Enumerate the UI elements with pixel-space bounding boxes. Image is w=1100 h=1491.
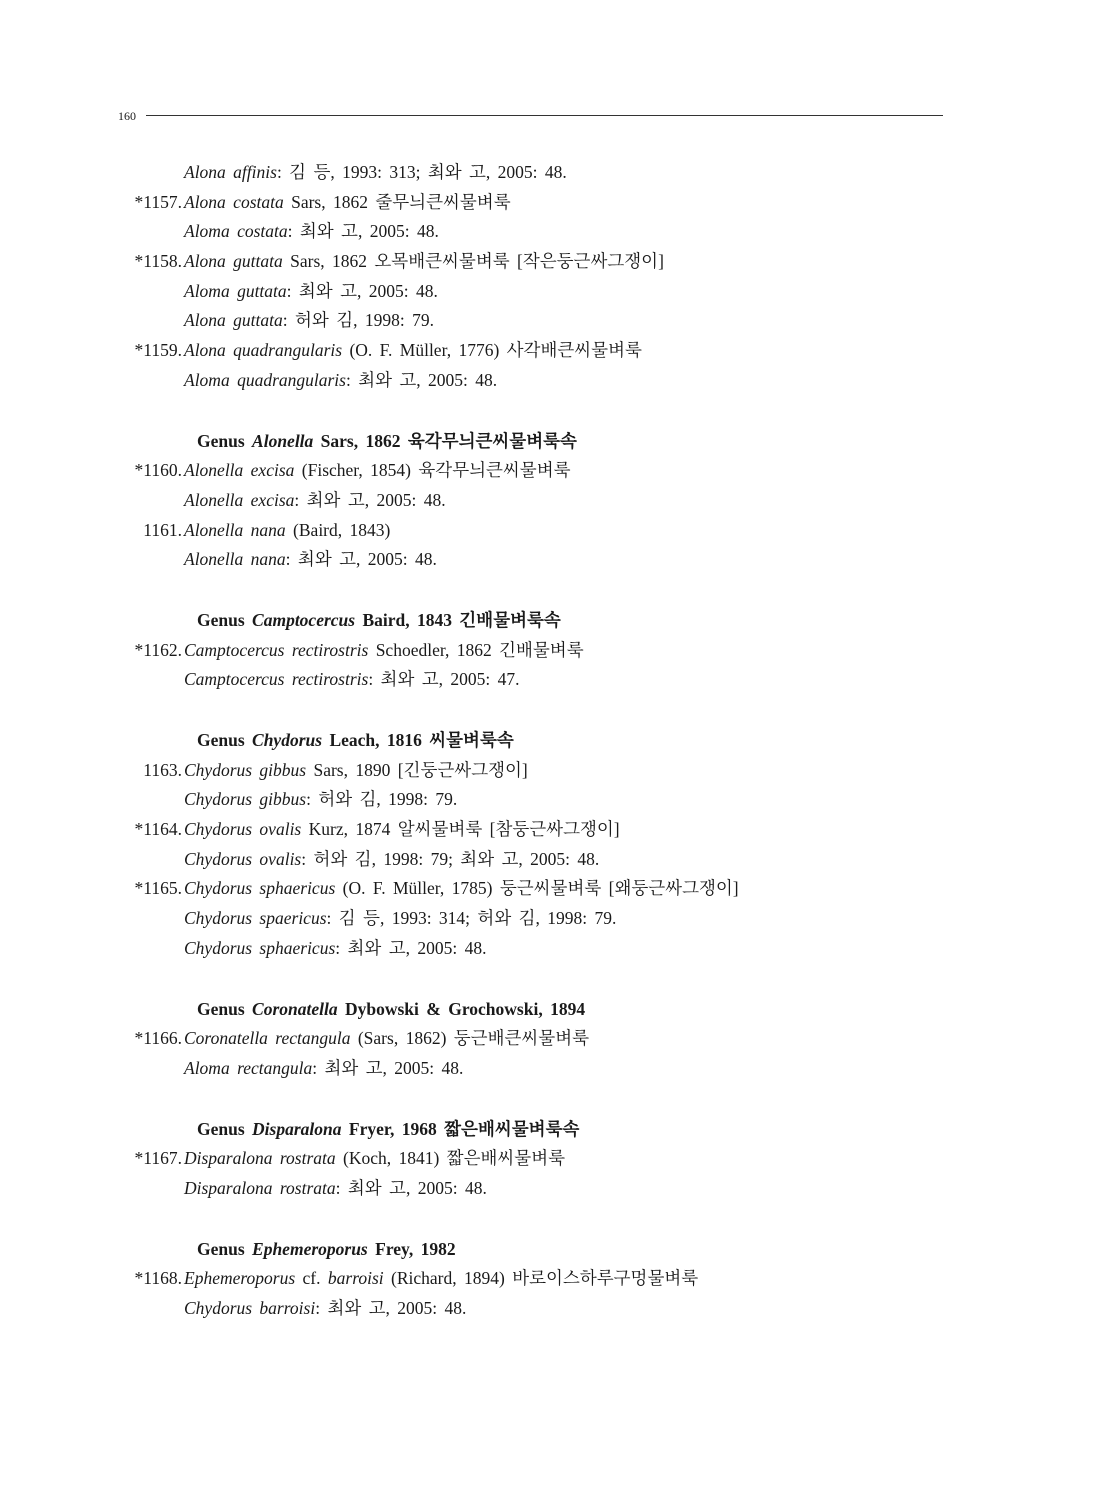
reference-entry bbox=[184, 277, 438, 307]
scientific-name: Chydorus gibbus bbox=[184, 789, 307, 810]
citation: : 최와 고, 2005: 47. bbox=[368, 669, 520, 690]
citation: : 최와 고, 2005: 48. bbox=[312, 1057, 464, 1078]
genus-authority: Fryer, 1968 짧은배씨물벼룩속 bbox=[341, 1118, 580, 1139]
section-gap bbox=[0, 575, 1100, 606]
scientific-name: Aloma guttata bbox=[184, 280, 287, 301]
ref-line bbox=[0, 545, 1100, 575]
species-number: 1163. bbox=[143, 759, 182, 780]
reference-entry bbox=[184, 217, 439, 247]
reference-entry bbox=[184, 1174, 487, 1204]
species-number: 1161. bbox=[143, 519, 182, 540]
reference-entry bbox=[184, 306, 434, 336]
genus-line bbox=[0, 1115, 1100, 1145]
citation: : 최와 고, 2005: 48. bbox=[335, 1177, 487, 1198]
section-gap bbox=[0, 1204, 1100, 1235]
page-header bbox=[118, 108, 943, 124]
authority-and-common-name: Sars, 1862 줄무늬큰씨물벼룩 bbox=[283, 191, 511, 212]
reference-entry bbox=[184, 1054, 463, 1084]
species-line bbox=[0, 247, 1100, 277]
citation: : 최와 고, 2005: 48. bbox=[286, 280, 438, 301]
genus-line bbox=[0, 726, 1100, 756]
genus-authority: Sars, 1862 육각무늬큰씨물벼룩속 bbox=[313, 430, 577, 451]
ref-line bbox=[0, 277, 1100, 307]
authority-and-common-name: (O. F. Müller, 1776) 사각배큰씨물벼룩 bbox=[342, 340, 642, 361]
authority-and-common-name: Sars, 1890 [긴둥근싸그쟁이] bbox=[306, 759, 528, 780]
citation: : 최와 고, 2005: 48. bbox=[335, 937, 487, 958]
authority-and-common-name: (O. F. Müller, 1785) 둥근씨물벼룩 [왜둥근싸그쟁이] bbox=[335, 878, 739, 899]
genus-line bbox=[0, 427, 1100, 457]
authority-and-common-name: (Sars, 1862) 둥근배큰씨물벼룩 bbox=[350, 1028, 590, 1049]
authority-and-common-name: (Baird, 1843) bbox=[285, 519, 391, 540]
section-gap bbox=[0, 695, 1100, 726]
scientific-name: Chydorus sphaericus bbox=[184, 937, 336, 958]
genus-authority: Leach, 1816 씨물벼룩속 bbox=[322, 730, 514, 750]
genus-heading bbox=[197, 995, 585, 1025]
genus-authority: Frey, 1982 bbox=[367, 1238, 456, 1259]
scientific-name: Chydorus gibbus bbox=[184, 759, 307, 780]
species-number: *1166. bbox=[134, 1028, 182, 1049]
scientific-name: Chydorus sphaericus bbox=[184, 878, 336, 899]
citation: : 김 등, 1993: 313; 최와 고, 2005: 48. bbox=[276, 162, 567, 182]
genus-authority: Baird, 1843 긴배물벼룩속 bbox=[355, 609, 561, 630]
citation: : 최와 고, 2005: 48. bbox=[287, 221, 439, 242]
ref-line bbox=[0, 665, 1100, 695]
ref-line bbox=[0, 845, 1100, 875]
ref-line bbox=[0, 486, 1100, 516]
species-line bbox=[0, 815, 1100, 845]
species-entry bbox=[184, 1024, 589, 1054]
scientific-name: Ephemeroporus bbox=[184, 1268, 296, 1289]
scientific-name: Chydorus ovalis bbox=[184, 819, 302, 840]
species-line bbox=[0, 1264, 1100, 1294]
genus-line bbox=[0, 995, 1100, 1025]
scientific-name: Chydorus ovalis bbox=[184, 848, 302, 869]
species-line bbox=[0, 874, 1100, 904]
species-entry bbox=[184, 756, 528, 786]
ref-line bbox=[0, 158, 1100, 188]
species-entry bbox=[184, 247, 664, 277]
species-entry bbox=[184, 516, 390, 546]
species-number: *1159. bbox=[134, 340, 182, 361]
species-entry bbox=[184, 874, 739, 904]
genus-name: Chydorus bbox=[252, 730, 323, 750]
scientific-name: Aloma quadrangularis bbox=[184, 369, 346, 390]
citation: : 허와 김, 1998: 79. bbox=[306, 789, 458, 810]
ref-line bbox=[0, 785, 1100, 815]
species-line bbox=[0, 188, 1100, 218]
genus-line bbox=[0, 606, 1100, 636]
scientific-name: Alonella nana bbox=[184, 519, 286, 540]
genus-name: Ephemeroporus bbox=[252, 1238, 368, 1259]
reference-entry bbox=[184, 366, 497, 396]
reference-entry bbox=[184, 486, 446, 516]
reference-entry bbox=[184, 158, 567, 188]
species-line bbox=[0, 456, 1100, 486]
scientific-name: Alona costata bbox=[184, 191, 284, 212]
species-entry bbox=[184, 815, 620, 845]
scientific-name: Aloma rectangula bbox=[184, 1057, 313, 1078]
citation: : 허와 김, 1998: 79. bbox=[282, 310, 434, 331]
authority-and-common-name: Sars, 1862 오목배큰씨물벼룩 [작은둥근싸그쟁이] bbox=[282, 251, 664, 272]
genus-line bbox=[0, 1235, 1100, 1265]
species-number: *1168. bbox=[134, 1268, 182, 1289]
page-number: 160 bbox=[118, 109, 136, 123]
scientific-name: Alona guttata bbox=[184, 251, 283, 272]
reference-entry bbox=[184, 1294, 466, 1324]
authority-and-common-name: Schoedler, 1862 긴배물벼룩 bbox=[368, 639, 584, 660]
ref-line bbox=[0, 366, 1100, 396]
scientific-name: Alonella nana bbox=[184, 549, 286, 570]
scientific-name: Alona affinis bbox=[184, 162, 277, 182]
genus-heading bbox=[197, 1235, 456, 1265]
section-gap bbox=[0, 1084, 1100, 1115]
reference-entry bbox=[184, 934, 486, 964]
species-number: *1167. bbox=[134, 1148, 182, 1169]
ref-line bbox=[0, 904, 1100, 934]
citation: : 최와 고, 2005: 48. bbox=[345, 369, 498, 390]
species-line bbox=[0, 516, 1100, 546]
species-list bbox=[0, 158, 1100, 1324]
authority-and-common-name: (Koch, 1841) 짧은배씨물벼룩 bbox=[335, 1148, 566, 1169]
reference-entry bbox=[184, 845, 599, 875]
genus-name: Alonella bbox=[252, 430, 314, 451]
species-entry bbox=[184, 188, 511, 218]
reference-entry bbox=[184, 904, 616, 934]
species-line bbox=[0, 1024, 1100, 1054]
ref-line bbox=[0, 1174, 1100, 1204]
genus-label: Genus bbox=[197, 430, 253, 451]
genus-name: Disparalona bbox=[252, 1118, 342, 1139]
citation: : 최와 고, 2005: 48. bbox=[315, 1298, 467, 1318]
scientific-name: Alonella excisa bbox=[184, 460, 295, 481]
ref-line bbox=[0, 217, 1100, 247]
section-gap bbox=[0, 396, 1100, 427]
reference-entry bbox=[184, 545, 437, 575]
species-number: *1160. bbox=[134, 460, 182, 481]
citation: : 허와 김, 1998: 79; 최와 고, 2005: 48. bbox=[301, 848, 600, 869]
scientific-name: Chydorus spaericus bbox=[184, 908, 327, 929]
reference-entry bbox=[184, 665, 520, 695]
species-number: *1164. bbox=[134, 819, 182, 840]
genus-heading bbox=[197, 427, 577, 457]
scientific-name: Camptocercus rectirostris bbox=[184, 639, 369, 660]
scientific-name: Alona quadrangularis bbox=[184, 340, 343, 361]
authority-and-common-name: (Richard, 1894) 바로이스하루구멍물벼룩 bbox=[383, 1268, 699, 1289]
species-line bbox=[0, 336, 1100, 366]
scientific-name: Alona guttata bbox=[184, 310, 283, 331]
species-entry bbox=[184, 1264, 698, 1294]
genus-heading bbox=[197, 726, 514, 756]
genus-name: Camptocercus bbox=[252, 609, 356, 630]
scientific-name: Disparalona rostrata bbox=[184, 1177, 336, 1198]
genus-label: Genus bbox=[197, 1238, 253, 1259]
species-line bbox=[0, 756, 1100, 786]
section-gap bbox=[0, 964, 1100, 995]
scientific-name: Disparalona rostrata bbox=[184, 1148, 336, 1169]
scientific-name: Chydorus barroisi bbox=[184, 1298, 316, 1318]
species-entry bbox=[184, 1144, 565, 1174]
scientific-epithet: barroisi bbox=[327, 1268, 384, 1289]
authority-and-common-name: (Fischer, 1854) 육각무늬큰씨물벼룩 bbox=[294, 460, 571, 481]
scientific-name: Coronatella rectangula bbox=[184, 1028, 351, 1049]
header-rule bbox=[146, 115, 943, 116]
species-line bbox=[0, 636, 1100, 666]
species-number: *1165. bbox=[134, 878, 182, 899]
genus-authority: Dybowski & Grochowski, 1894 bbox=[337, 998, 586, 1019]
ref-line bbox=[0, 1054, 1100, 1084]
name-qualifier: cf. bbox=[295, 1268, 328, 1289]
reference-entry bbox=[184, 785, 457, 815]
citation: : 최와 고, 2005: 48. bbox=[294, 489, 446, 510]
genus-heading bbox=[197, 606, 561, 636]
genus-label: Genus bbox=[197, 730, 253, 750]
citation: : 최와 고, 2005: 48. bbox=[285, 549, 437, 570]
species-number: *1157. bbox=[134, 191, 182, 212]
genus-label: Genus bbox=[197, 1118, 253, 1139]
genus-label: Genus bbox=[197, 998, 253, 1019]
scientific-name: Camptocercus rectirostris bbox=[184, 669, 369, 690]
species-entry bbox=[184, 336, 642, 366]
genus-name: Coronatella bbox=[252, 998, 338, 1019]
species-entry bbox=[184, 636, 584, 666]
ref-line bbox=[0, 1294, 1100, 1324]
genus-label: Genus bbox=[197, 609, 253, 630]
ref-line bbox=[0, 934, 1100, 964]
ref-line bbox=[0, 306, 1100, 336]
genus-heading bbox=[197, 1115, 579, 1145]
citation: : 김 등, 1993: 314; 허와 김, 1998: 79. bbox=[326, 908, 617, 929]
species-number: *1162. bbox=[134, 639, 182, 660]
scientific-name: Aloma costata bbox=[184, 221, 288, 242]
species-number: *1158. bbox=[134, 251, 182, 272]
species-line bbox=[0, 1144, 1100, 1174]
scientific-name: Alonella excisa bbox=[184, 489, 295, 510]
authority-and-common-name: Kurz, 1874 알씨물벼룩 [참둥근싸그쟁이] bbox=[301, 819, 620, 840]
species-entry bbox=[184, 456, 571, 486]
